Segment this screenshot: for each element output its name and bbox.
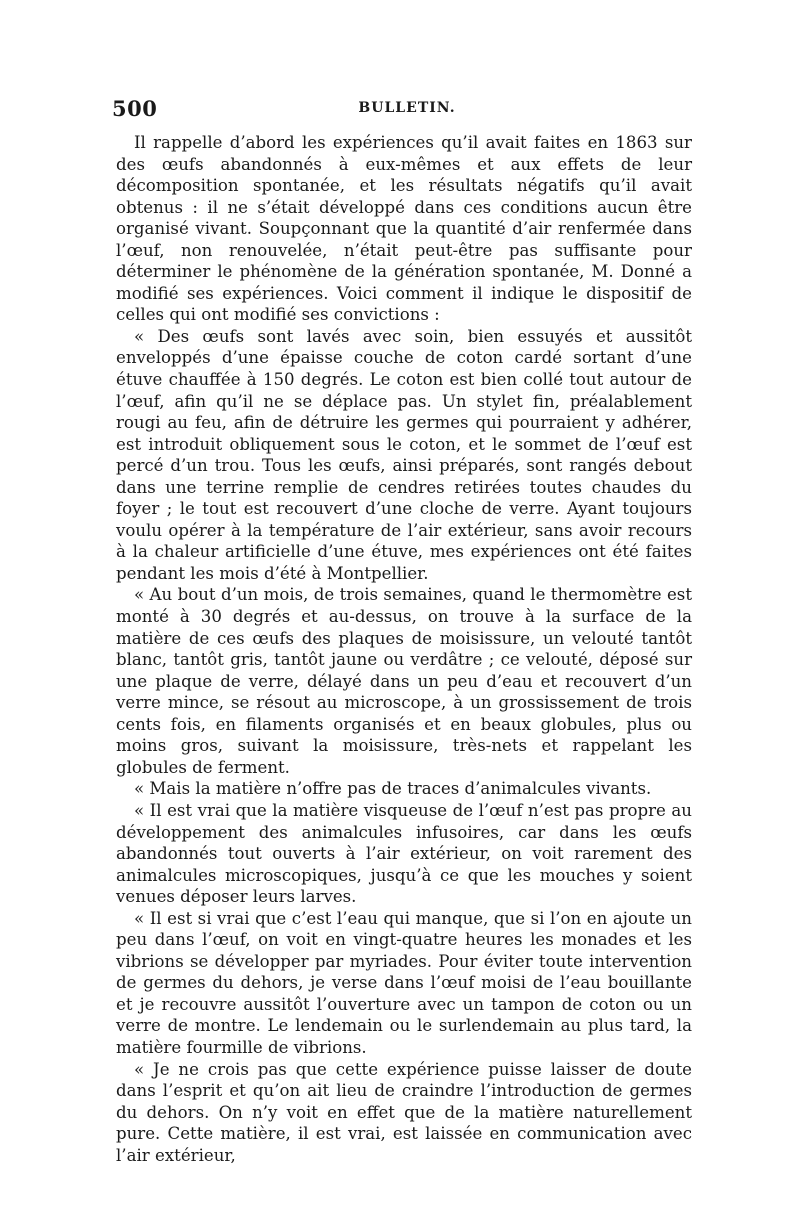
paragraph: « Au bout d’un mois, de trois semaines, quand le thermomètre est monté à 30 degrés et au-dessus, on trouve à la surface de la matière de ces œufs des plaques de moisissure, un velouté tantôt blanc, tantôt gris, tantôt jaune ou verdâtre ; ce velouté, déposé sur une plaque de verre, délayé dans un peu d’eau et recouvert d’un verre mince, se résout au microscope, à un grossissement de trois cents fois, en filaments organisés et en beaux globules, plus ou moins gros, suivant la moisissure, très-nets et rappelant les globules de ferment. (116, 585, 692, 777)
paragraph: « Mais la matière n’offre pas de traces d’animalcules vivants. (134, 779, 652, 799)
paragraph: « Des œufs sont lavés avec soin, bien essuyés et aussitôt enveloppés d’une épaisse couche de coton cardé sortant d’une étuve chauffée à 150 degrés. Le coton est bien collé tout autour de l’œuf, afin qu’il ne se déplace pas. Un stylet fin, préalablement rougi au feu, afin de détruire les germes qui pourraient y adhérer, est introduit obliquement sous le coton, et le sommet de l’œuf est percé d’un trou. Tous les œufs, ainsi préparés, sont rangés debout dans une terrine remplie de cendres retirées toutes chaudes du foyer ; le tout est recouvert d’une cloche de verre. Ayant toujours voulu opérer à la température de l’air extérieur, sans avoir recours à la chaleur artificielle d’une étuve, mes expériences ont été faites pendant les mois d’été à Montpellier. (116, 326, 692, 583)
paragraph: Il rappelle d’abord les expériences qu’il avait faites en 1863 sur des œufs abandonnés à eux-mêmes et aux effets de leur décomposition spontanée, et les résultats négatifs qu’il avait obtenus : il ne s’était développé dans ces conditions aucun être organisé vivant. Soupçonnant que la quantité d’air renfermée dans l’œuf, non renouvelée, n’était peut-être pas suffisante pour déterminer le phénomène de la génération spontanée, M. Donné a modifié ses expériences. Voici comment il indique le dispositif de celles qui ont modifié ses convictions : (116, 133, 692, 325)
body-text (116, 132, 692, 1166)
page-number: 500 (112, 96, 158, 121)
paragraph: « Il est vrai que la matière visqueuse de l’œuf n’est pas propre au développement des animalcules infusoires, car dans les œufs abandonnés tout ouverts à l’air extérieur, on voit rarement des animalcules microscopiques, jusqu’à ce que les mouches y soient venues déposer leurs larves. (116, 800, 692, 907)
paragraph: « Je ne crois pas que cette expérience puisse laisser de doute dans l’esprit et qu’on ait lieu de craindre l’introduction de germes du dehors. On n’y voit en effet que de la matière naturellement pure. Cette matière, il est vrai, est laissée en communication avec l’air extérieur, (116, 1059, 692, 1165)
paragraph: « Il est si vrai que c’est l’eau qui manque, que si l’on en ajoute un peu dans l’œuf, on voit en vingt-quatre heures les monades et les vibrions se développer par myriades. Pour éviter toute intervention de germes du dehors, je verse dans l’œuf moisi de l’eau bouillante et je recouvre aussitôt l’ouverture avec un tampon de coton ou un verre de montre. Le lendemain ou le surlendemain au plus tard, la matière fourmille de vibrions. (116, 908, 692, 1057)
page-header (112, 96, 702, 122)
running-title: BULLETIN. (358, 100, 456, 116)
